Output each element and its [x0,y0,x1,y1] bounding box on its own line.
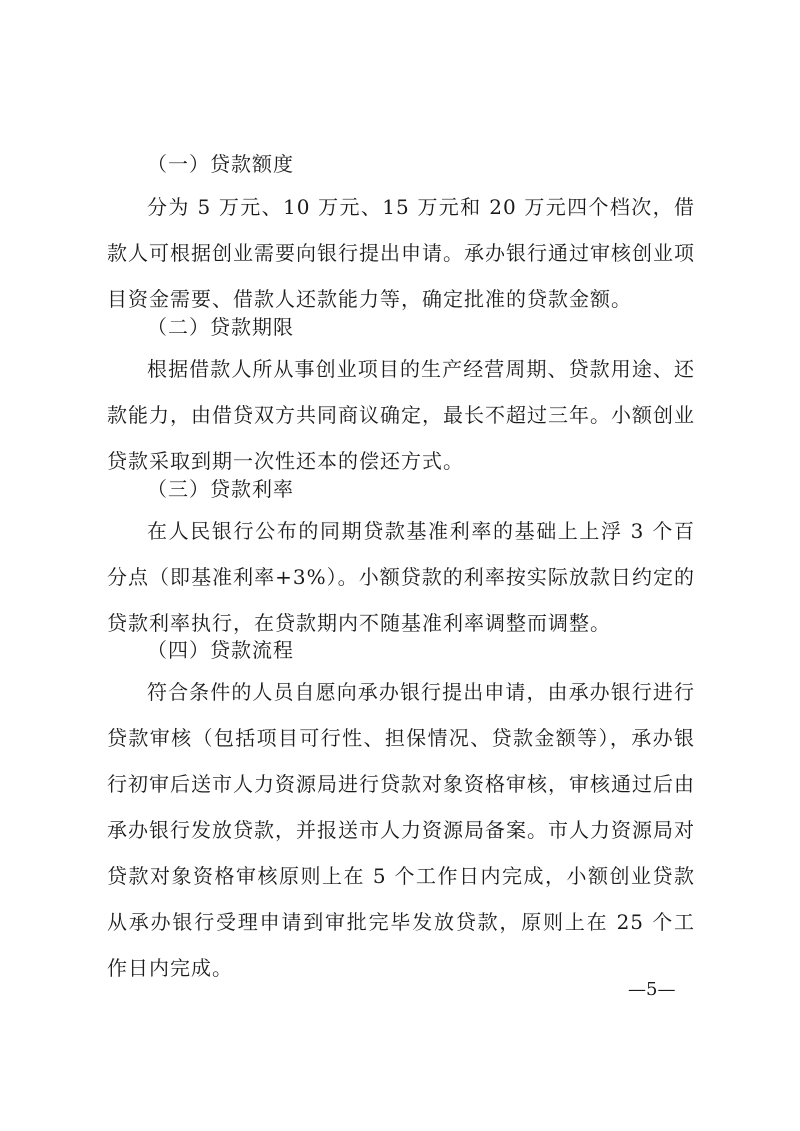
section-heading-loan-amount: （一）贷款额度 [147,152,294,176]
section-heading-loan-process: （四）贷款流程 [147,638,294,662]
section-body-loan-process: 符合条件的人员自愿向承办银行提出申请，由承办银行进行贷款审核（包括项目可行性、担保情况、贷款金额等），承办银行初审后送市人力资源局进行贷款对象资格审核，审核通过后由承办银行发放贷款，并报送市人力资源局备案。市人力资源局对贷款对象资格审核原则上在 5 个工作日内完成，小额创业贷款从承办银行受理申请到审批完毕发放贷款，原则上在 25 个工作日内完成。 [107,680,695,980]
section-heading-loan-rate: （三）贷款利率 [147,477,294,501]
page-number: —5— [628,979,676,1000]
section-heading-loan-term: （二）贷款期限 [147,315,294,339]
section-body-loan-amount: 分为 5 万元、10 万元、15 万元和 20 万元四个档次，借款人可根据创业需要向银行提出申请。承办银行通过审核创业项目资金需要、借款人还款能力等，确定批准的贷款金额。 [107,195,695,311]
section-body-loan-rate: 在人民银行公布的同期贷款基准利率的基础上上浮 3 个百分点（即基准利率+3%）。小额贷款的利率按实际放款日约定的贷款利率执行，在贷款期内不随基准利率调整而调整。 [107,519,695,635]
section-body-loan-term: 根据借款人所从事创业项目的生产经营周期、贷款用途、还款能力，由借贷双方共同商议确定，最长不超过三年。小额创业贷款采取到期一次性还本的偿还方式。 [107,357,695,473]
